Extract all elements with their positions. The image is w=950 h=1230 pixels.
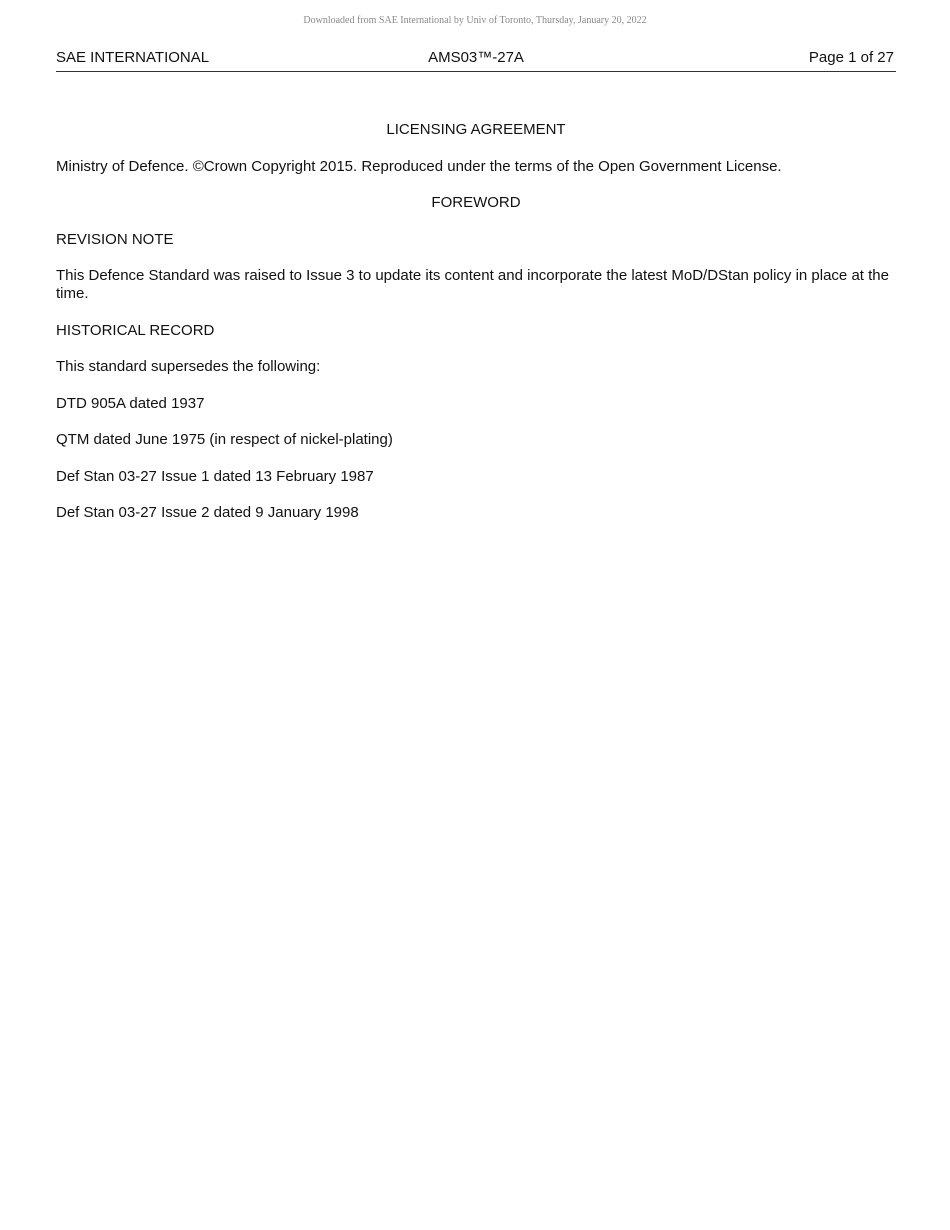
running-header — [56, 49, 896, 72]
page-number: Page 1 of 27 — [808, 49, 894, 66]
revision-note-heading: REVISION NOTE — [56, 230, 174, 248]
document-number: AMS03™-27A — [428, 49, 524, 66]
download-watermark: Downloaded from SAE International by Univ of Toronto, Thursday, January 20, 2022 — [303, 15, 647, 26]
supersedes-intro: This standard supersedes the following: — [56, 358, 321, 375]
publisher-name: SAE INTERNATIONAL — [56, 49, 210, 66]
licensing-agreement-heading: LICENSING AGREEMENT — [386, 121, 566, 138]
superseded-item: Def Stan 03-27 Issue 2 dated 9 January 1998 — [56, 504, 359, 521]
superseded-item: Def Stan 03-27 Issue 1 dated 13 February 1987 — [56, 467, 374, 485]
revision-note-text: This Defence Standard was raised to Issue 3 to update its content and incorporate the latest MoD/DStan policy in place at the time. — [56, 267, 889, 302]
historical-record-heading: HISTORICAL RECORD — [56, 321, 215, 339]
superseded-item: QTM dated June 1975 (in respect of nickel-plating) — [56, 431, 393, 448]
superseded-item: DTD 905A dated 1937 — [56, 394, 205, 412]
foreword-heading: FOREWORD — [431, 194, 521, 211]
licensing-agreement-text: Ministry of Defence. ©Crown Copyright 2015. Reproduced under the terms of the Open Government License. — [56, 157, 782, 175]
document-body — [56, 121, 896, 541]
